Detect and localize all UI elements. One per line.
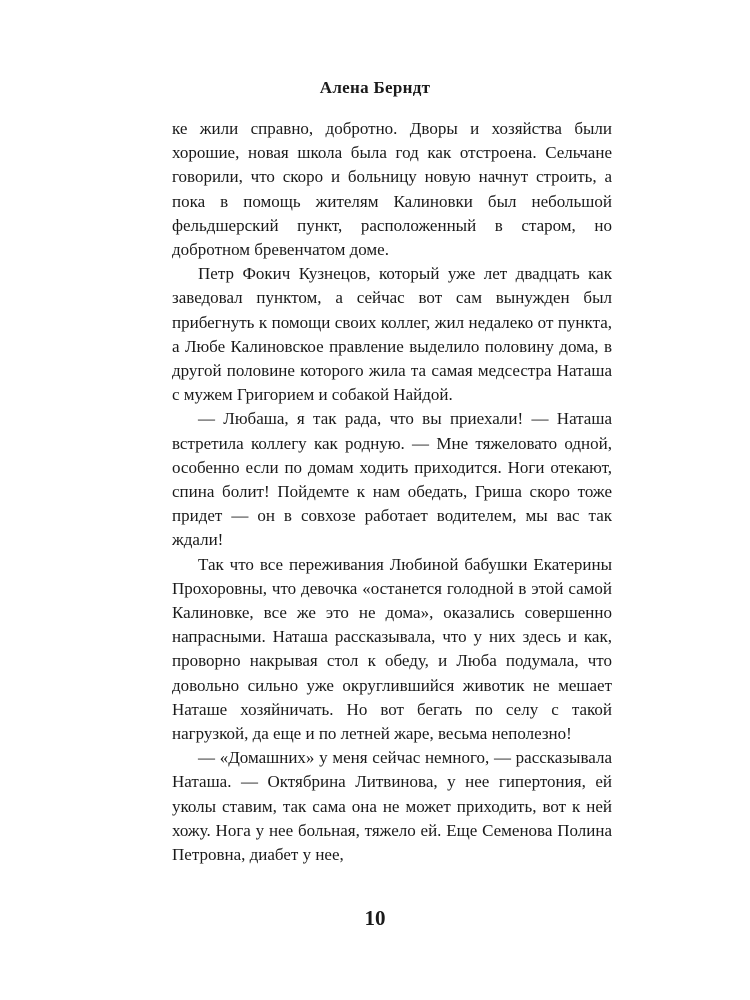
paragraph: — Любаша, я так рада, что вы приехали! — Наташа встретила коллегу как родную. — Мне тяжеловато одной, особенно если по домам ходить приходится. Ноги отекают, спина болит! Пойдемте к нам обедать, Гриша скоро тоже придет — он в совхозе работает водителем, мы вас так ждали! — [172, 409, 612, 550]
paragraph: Так что все переживания Любиной бабушки Екатерины Прохоровны, что девочка «останется голодной в этой самой Калиновке, все же это не дома», оказались совершенно напрасными. Наташа рассказывала, что у них здесь и как, проворно накрывая стол к обеду, и Люба подумала, что довольно сильно уже округлившийся животик не мешает Наташе хозяйничать. Но вот бегать по селу с такой нагрузкой, да еще и по летней жаре, весьма неполезно! — [172, 554, 612, 744]
paragraph: Петр Фокич Кузнецов, который уже лет двадцать как заведовал пунктом, а сейчас вот сам вынужден был прибегнуть к помощи своих коллег, жил недалеко от пункта, а Любе Калиновское правление выделило половину дома, в другой половине которого жила та самая медсестра Наташа с мужем Григорием и собакой Найдой. — [172, 264, 612, 405]
page-number: 10 — [364, 906, 386, 930]
body-text — [172, 117, 612, 867]
paragraph-continuation: ке жили справно, добротно. Дворы и хозяйства были хорошие, новая школа была год как отстроена. Сельчане говорили, что скоро и больницу новую начнут строить, а пока в помощь жителям Калиновки был небольшой фельдшерский пункт, расположенный в старом, но добротном бревенчатом доме. — [172, 119, 612, 260]
paragraph: — «Домашних» у меня сейчас немного, — рассказывала Наташа. — Октябрина Литвинова, у нее гипертония, ей уколы ставим, так сама она не может приходить, вот к ней хожу. Нога у нее больная, тяжело ей. Еще Семенова Полина Петровна, диабет у нее, — [172, 748, 612, 865]
running-head-author: Алена Берндт — [319, 78, 431, 97]
